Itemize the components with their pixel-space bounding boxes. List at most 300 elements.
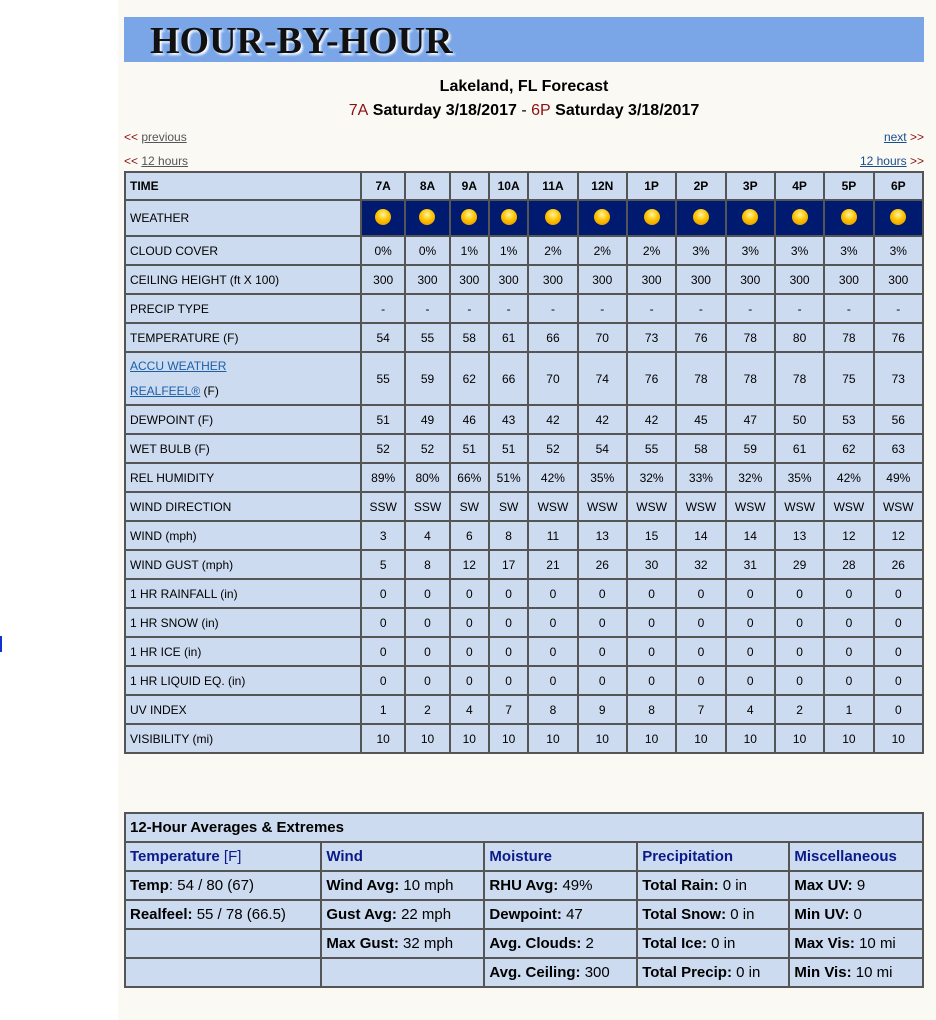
row-label: WIND GUST (mph) xyxy=(125,550,361,579)
table-row xyxy=(125,236,923,265)
cell-value: 0 xyxy=(627,666,676,695)
cell-value: 51 xyxy=(489,434,528,463)
cell-value: 63 xyxy=(874,434,923,463)
cell-value: 0 xyxy=(578,608,627,637)
cell-value: 78 xyxy=(726,323,775,352)
cell-value: 300 xyxy=(578,265,627,294)
summary-cell xyxy=(484,958,637,987)
summary-key: Max Vis: xyxy=(794,935,855,952)
summary-value: 22 mph xyxy=(396,906,452,923)
summary-key: Total Precip: xyxy=(642,964,732,981)
cell-value: 26 xyxy=(874,550,923,579)
cell-value: - xyxy=(450,294,489,323)
hour-header: 6P xyxy=(874,172,923,200)
cell-value: 51 xyxy=(361,405,405,434)
cell-value: 0 xyxy=(627,637,676,666)
cell-value: 76 xyxy=(627,352,676,405)
next-nav xyxy=(884,130,924,144)
cell-value: 300 xyxy=(726,265,775,294)
cell-value: 4 xyxy=(405,521,449,550)
table-row xyxy=(125,637,923,666)
summary-key: Max UV: xyxy=(794,877,853,894)
cell-value: - xyxy=(726,294,775,323)
page-title: HOUR-BY-HOUR xyxy=(150,20,453,62)
cell-value: 74 xyxy=(578,352,627,405)
hour-header: 8A xyxy=(405,172,449,200)
cell-value: 59 xyxy=(726,434,775,463)
cell-value: 300 xyxy=(405,265,449,294)
cell-value: 53 xyxy=(824,405,873,434)
cell-value: 76 xyxy=(676,323,725,352)
forecast-page xyxy=(118,0,936,1020)
cell-value: 89% xyxy=(361,463,405,492)
cell-value: 3% xyxy=(874,236,923,265)
summary-cell xyxy=(789,871,923,900)
range-dash: - xyxy=(521,102,527,119)
summary-key: Total Ice: xyxy=(642,935,707,952)
cell-value: 300 xyxy=(489,265,528,294)
cell-value: 47 xyxy=(726,405,775,434)
header-label: Wind xyxy=(326,848,363,865)
sun-icon xyxy=(419,209,435,225)
table-row xyxy=(125,521,923,550)
cell-value: 0 xyxy=(361,608,405,637)
cell-value: 0 xyxy=(627,608,676,637)
cell-value: 66 xyxy=(489,352,528,405)
cell-value: 7 xyxy=(676,695,725,724)
summary-title-row xyxy=(125,813,923,842)
cell-value: 0 xyxy=(824,579,873,608)
cell-value: 35% xyxy=(578,463,627,492)
summary-cell xyxy=(125,900,321,929)
cell-value: 8 xyxy=(528,695,577,724)
summary-key: Dewpoint: xyxy=(489,906,562,923)
cell-value: 42 xyxy=(528,405,577,434)
cell-value: 78 xyxy=(726,352,775,405)
cell-value: 32 xyxy=(676,550,725,579)
row-label: PRECIP TYPE xyxy=(125,294,361,323)
weather-cell xyxy=(361,200,405,236)
cell-value: 49 xyxy=(405,405,449,434)
summary-value: 49% xyxy=(558,877,593,894)
cell-value: 300 xyxy=(824,265,873,294)
realfeel-link[interactable]: REALFEEL® xyxy=(130,383,201,398)
cell-value: 0 xyxy=(874,695,923,724)
cell-value: WSW xyxy=(874,492,923,521)
cell-value: 0 xyxy=(578,666,627,695)
sun-icon xyxy=(501,209,517,225)
cell-value: 0 xyxy=(676,637,725,666)
accuweather-link[interactable]: ACCU WEATHER xyxy=(130,358,227,373)
location-title: Lakeland, FL Forecast xyxy=(439,78,609,95)
summary-cell xyxy=(789,900,923,929)
prev-12-nav xyxy=(124,154,188,168)
hour-header: 3P xyxy=(726,172,775,200)
cell-value: 0 xyxy=(578,579,627,608)
hour-header: 12N xyxy=(578,172,627,200)
weather-cell xyxy=(405,200,449,236)
cell-value: 52 xyxy=(528,434,577,463)
cell-value: 0 xyxy=(361,637,405,666)
cell-value: 55 xyxy=(627,434,676,463)
cell-value: 0 xyxy=(676,608,725,637)
summary-value: 0 in xyxy=(706,935,736,952)
cell-value: 0 xyxy=(489,666,528,695)
cell-value: 78 xyxy=(676,352,725,405)
cell-value: 15 xyxy=(627,521,676,550)
cell-value: 0 xyxy=(450,637,489,666)
cell-value: 51 xyxy=(450,434,489,463)
cell-value: 0 xyxy=(405,637,449,666)
cell-value: - xyxy=(874,294,923,323)
cell-value: 8 xyxy=(627,695,676,724)
hour-header: 7A xyxy=(361,172,405,200)
next-12-nav xyxy=(860,154,924,168)
cell-value: 0 xyxy=(489,579,528,608)
prev-arrows: << xyxy=(124,154,139,168)
row-label: DEWPOINT (F) xyxy=(125,405,361,434)
date-range xyxy=(124,102,924,120)
cell-value: 10 xyxy=(824,724,873,753)
cell-value: 0 xyxy=(824,637,873,666)
cell-value: 46 xyxy=(450,405,489,434)
cell-value: 14 xyxy=(676,521,725,550)
weather-cell xyxy=(627,200,676,236)
cell-value: 1% xyxy=(489,236,528,265)
cell-value: 11 xyxy=(528,521,577,550)
hour-header: 11A xyxy=(528,172,577,200)
cell-value: 9 xyxy=(578,695,627,724)
row-label: VISIBILITY (mi) xyxy=(125,724,361,753)
summary-key: Max Gust: xyxy=(326,935,399,952)
cell-value: WSW xyxy=(528,492,577,521)
row-label: TIME xyxy=(125,172,361,200)
row-label: WEATHER xyxy=(125,200,361,236)
cell-value: 8 xyxy=(489,521,528,550)
cell-value: 0 xyxy=(450,608,489,637)
realfeel-unit: (F) xyxy=(200,383,219,398)
cell-value: 0 xyxy=(775,608,824,637)
cell-value: WSW xyxy=(726,492,775,521)
header-unit: [F] xyxy=(219,848,242,865)
table-row xyxy=(125,550,923,579)
table-row xyxy=(125,695,923,724)
summary-value: 47 xyxy=(561,906,583,923)
cell-value: 300 xyxy=(528,265,577,294)
cell-value: 10 xyxy=(405,724,449,753)
summary-cell xyxy=(789,958,923,987)
cell-value: 30 xyxy=(627,550,676,579)
sun-icon xyxy=(742,209,758,225)
summary-cell xyxy=(637,958,789,987)
cell-value: 54 xyxy=(361,323,405,352)
cell-value: 3% xyxy=(775,236,824,265)
summary-key: RHU Avg: xyxy=(489,877,559,894)
summary-value: 0 in xyxy=(718,877,747,894)
end-date: Saturday 3/18/2017 xyxy=(555,102,700,119)
weather-cell xyxy=(450,200,489,236)
cell-value: 0 xyxy=(627,579,676,608)
cell-value: WSW xyxy=(578,492,627,521)
hour-header: 9A xyxy=(450,172,489,200)
cell-value: 14 xyxy=(726,521,775,550)
cell-value: - xyxy=(528,294,577,323)
row-label: CEILING HEIGHT (ft X 100) xyxy=(125,265,361,294)
cell-value: SSW xyxy=(361,492,405,521)
summary-row xyxy=(125,871,923,900)
summary-cell xyxy=(321,958,484,987)
cell-value: 73 xyxy=(874,352,923,405)
summary-key: Avg. Clouds: xyxy=(489,935,582,952)
hourly-table xyxy=(124,171,924,754)
cell-value: 0 xyxy=(726,666,775,695)
cell-value: 7 xyxy=(489,695,528,724)
cell-value: 12 xyxy=(824,521,873,550)
cell-value: 2 xyxy=(405,695,449,724)
hour-header: 5P xyxy=(824,172,873,200)
cell-value: 0 xyxy=(874,637,923,666)
cell-value: 4 xyxy=(726,695,775,724)
row-label: REL HUMIDITY xyxy=(125,463,361,492)
table-row xyxy=(125,608,923,637)
cell-value: 3% xyxy=(726,236,775,265)
row-label: 1 HR SNOW (in) xyxy=(125,608,361,637)
cell-value: SW xyxy=(489,492,528,521)
summary-key: Min Vis: xyxy=(794,964,852,981)
summary-cell xyxy=(321,929,484,958)
sun-icon xyxy=(693,209,709,225)
time-row xyxy=(125,172,923,200)
cell-value: 0 xyxy=(824,608,873,637)
summary-key: Realfeel: xyxy=(130,906,193,923)
cell-value: 43 xyxy=(489,405,528,434)
summary-cell xyxy=(637,900,789,929)
cell-value: 0 xyxy=(528,608,577,637)
weather-cell xyxy=(726,200,775,236)
summary-cell xyxy=(321,900,484,929)
summary-value: 55 / 78 (66.5) xyxy=(192,906,286,923)
cell-value: 10 xyxy=(450,724,489,753)
cell-value: 73 xyxy=(627,323,676,352)
cell-value: 42% xyxy=(528,463,577,492)
next-12-hours-link[interactable]: 12 hours xyxy=(859,154,907,168)
cell-value: 300 xyxy=(627,265,676,294)
summary-value: 9 xyxy=(852,877,866,894)
cell-value: 300 xyxy=(775,265,824,294)
table-row xyxy=(125,294,923,323)
header-label: Miscellaneous xyxy=(794,848,897,865)
cell-value: 0 xyxy=(726,608,775,637)
cell-value: 26 xyxy=(578,550,627,579)
cell-value: 2% xyxy=(528,236,577,265)
table-row xyxy=(125,463,923,492)
cell-value: 0 xyxy=(528,579,577,608)
next-arrows: >> xyxy=(909,154,924,168)
row-label xyxy=(125,352,361,405)
cell-value: 10 xyxy=(726,724,775,753)
cell-value: 2% xyxy=(627,236,676,265)
cell-value: 0 xyxy=(405,608,449,637)
cell-value: 2 xyxy=(775,695,824,724)
cell-value: 13 xyxy=(578,521,627,550)
row-label: WET BULB (F) xyxy=(125,434,361,463)
start-date: Saturday 3/18/2017 xyxy=(372,102,517,119)
summary-cell xyxy=(789,929,923,958)
cell-value: 10 xyxy=(578,724,627,753)
cell-value: 0 xyxy=(528,666,577,695)
cell-value: 59 xyxy=(405,352,449,405)
weather-cell xyxy=(775,200,824,236)
next-arrows: >> xyxy=(909,130,924,144)
cell-value: WSW xyxy=(676,492,725,521)
summary-cell xyxy=(637,929,789,958)
cell-value: 10 xyxy=(361,724,405,753)
summary-value: 2 xyxy=(581,935,594,952)
table-row xyxy=(125,579,923,608)
cell-value: 80 xyxy=(775,323,824,352)
cell-value: 300 xyxy=(874,265,923,294)
cell-value: 0 xyxy=(676,579,725,608)
cell-value: 29 xyxy=(775,550,824,579)
cell-value: 33% xyxy=(676,463,725,492)
cell-value: 0 xyxy=(726,579,775,608)
start-hour: 7A xyxy=(348,102,369,119)
summary-value: : 54 / 80 (67) xyxy=(168,877,254,894)
cell-value: 0 xyxy=(528,637,577,666)
summary-title: 12-Hour Averages & Extremes xyxy=(125,813,923,842)
cell-value: - xyxy=(824,294,873,323)
cell-value: 3% xyxy=(824,236,873,265)
previous-link[interactable]: previous xyxy=(141,130,187,144)
cell-value: 12 xyxy=(450,550,489,579)
summary-key: Total Snow: xyxy=(642,906,727,923)
cell-value: 10 xyxy=(528,724,577,753)
previous-nav xyxy=(124,130,187,144)
row-label: CLOUD COVER xyxy=(125,236,361,265)
cell-value: 17 xyxy=(489,550,528,579)
hour-header: 2P xyxy=(676,172,725,200)
row-label: 1 HR RAINFALL (in) xyxy=(125,579,361,608)
summary-value: 0 in xyxy=(726,906,755,923)
cell-value: 66% xyxy=(450,463,489,492)
cell-value: 61 xyxy=(489,323,528,352)
cell-value: SSW xyxy=(405,492,449,521)
cell-value: 0 xyxy=(405,666,449,695)
cell-value: 80% xyxy=(405,463,449,492)
cell-value: 52 xyxy=(405,434,449,463)
cell-value: - xyxy=(676,294,725,323)
cell-value: 3% xyxy=(676,236,725,265)
cell-value: - xyxy=(775,294,824,323)
prev-12-hours-link[interactable]: 12 hours xyxy=(141,154,189,168)
cell-value: 10 xyxy=(489,724,528,753)
cell-value: WSW xyxy=(824,492,873,521)
summary-key: Gust Avg: xyxy=(326,906,397,923)
cell-value: WSW xyxy=(775,492,824,521)
table-row xyxy=(125,492,923,521)
cell-value: 0 xyxy=(405,579,449,608)
cell-value: 0 xyxy=(824,666,873,695)
cell-value: 300 xyxy=(361,265,405,294)
cell-value: SW xyxy=(450,492,489,521)
cell-value: 61 xyxy=(775,434,824,463)
hour-header: 4P xyxy=(775,172,824,200)
cell-value: 0 xyxy=(489,608,528,637)
summary-value: 32 mph xyxy=(398,935,454,952)
summary-key: Avg. Ceiling: xyxy=(489,964,581,981)
cell-value: 76 xyxy=(874,323,923,352)
cell-value: 28 xyxy=(824,550,873,579)
summary-cell xyxy=(125,958,321,987)
cell-value: 6 xyxy=(450,521,489,550)
hour-header: 10A xyxy=(489,172,528,200)
prev-arrows: << xyxy=(124,130,139,144)
row-label: TEMPERATURE (F) xyxy=(125,323,361,352)
weather-cell xyxy=(676,200,725,236)
cell-value: 55 xyxy=(361,352,405,405)
cell-value: 56 xyxy=(874,405,923,434)
cell-value: 75 xyxy=(824,352,873,405)
cell-value: 0 xyxy=(874,579,923,608)
cell-value: 0 xyxy=(676,666,725,695)
summary-value: 10 mi xyxy=(854,935,896,952)
table-row xyxy=(125,666,923,695)
table-row xyxy=(125,323,923,352)
cell-value: 1% xyxy=(450,236,489,265)
cell-value: 21 xyxy=(528,550,577,579)
row-label: WIND (mph) xyxy=(125,521,361,550)
summary-value: 0 in xyxy=(731,964,761,981)
cell-value: 0 xyxy=(578,637,627,666)
cell-value: 35% xyxy=(775,463,824,492)
cell-value: 52 xyxy=(361,434,405,463)
cell-value: 10 xyxy=(676,724,725,753)
cell-value: 55 xyxy=(405,323,449,352)
cell-value: 78 xyxy=(775,352,824,405)
cell-value: 13 xyxy=(775,521,824,550)
cell-value: 31 xyxy=(726,550,775,579)
cell-value: 42% xyxy=(824,463,873,492)
cell-value: 32% xyxy=(627,463,676,492)
cell-value: 70 xyxy=(578,323,627,352)
cell-value: 0 xyxy=(450,666,489,695)
summary-value: 10 mph xyxy=(399,877,454,894)
summary-value: 10 mi xyxy=(851,964,893,981)
summary-row xyxy=(125,958,923,987)
header-label: Precipitation xyxy=(642,848,734,865)
cell-value: 10 xyxy=(874,724,923,753)
summary-value: 300 xyxy=(580,964,610,981)
cell-value: 50 xyxy=(775,405,824,434)
cell-value: - xyxy=(578,294,627,323)
row-label: WIND DIRECTION xyxy=(125,492,361,521)
cell-value: 5 xyxy=(361,550,405,579)
summary-key: Temp xyxy=(130,877,169,894)
left-edge-link-fragment[interactable] xyxy=(0,636,2,652)
cell-value: 0 xyxy=(775,579,824,608)
row-label: UV INDEX xyxy=(125,695,361,724)
summary-row xyxy=(125,900,923,929)
sun-icon xyxy=(461,209,477,225)
cell-value: 0 xyxy=(361,666,405,695)
cell-value: 54 xyxy=(578,434,627,463)
sun-icon xyxy=(594,209,610,225)
cell-value: 0 xyxy=(489,637,528,666)
next-link[interactable]: next xyxy=(883,130,907,144)
summary-cell xyxy=(125,871,321,900)
summary-header xyxy=(484,842,637,871)
cell-value: 45 xyxy=(676,405,725,434)
